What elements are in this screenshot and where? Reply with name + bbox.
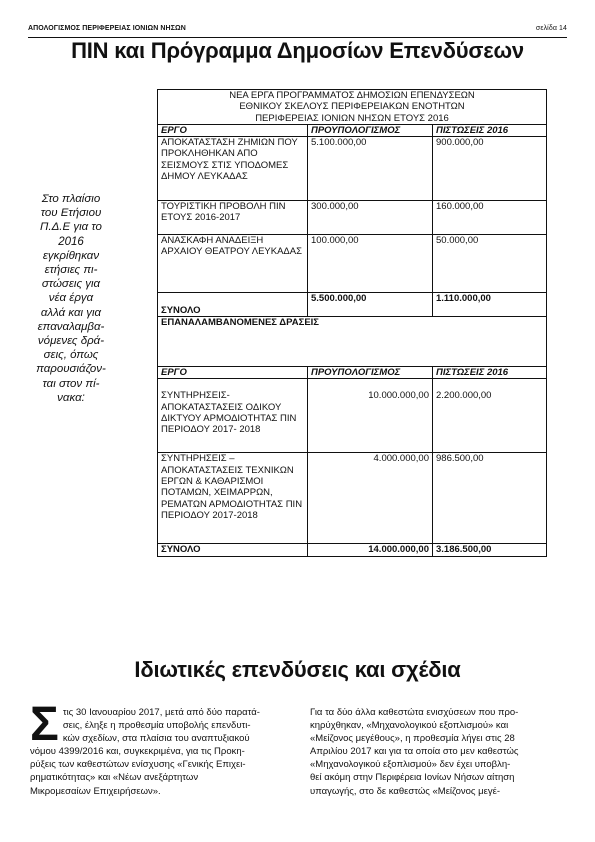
sidebar-line: του Ετήσιου bbox=[40, 207, 102, 220]
recurring-section-title: ΕΠΑΝΑΛΑΜΒΑΝΟΜΕΝΕΣ ΔΡΑΣΕΙΣ bbox=[158, 317, 547, 367]
budget-cell: 100.000,00 bbox=[308, 235, 433, 293]
article-line: Για τα δύο άλλα καθεστώτα ενισχύσεων που προ- bbox=[310, 707, 519, 718]
credits-cell: 160.000,00 bbox=[433, 201, 547, 235]
table-total-row bbox=[158, 544, 547, 556]
header-publication-title: ΑΠΟΛΟΓΙΣΜΟΣ ΠΕΡΙΦΕΡΕΙΑΣ ΙΟΝΙΩΝ ΝΗΣΩΝ bbox=[28, 25, 186, 32]
sidebar-line: ετήσιες πι- bbox=[44, 264, 98, 277]
budget-cell: 10.000.000,00 bbox=[308, 379, 433, 453]
total-label: ΣΥΝΟΛΟ bbox=[158, 544, 308, 556]
table-header-row bbox=[158, 367, 547, 379]
sidebar-line: σεις, όπως bbox=[43, 349, 99, 362]
table-row bbox=[158, 379, 547, 453]
project-cell: ΑΠΟΚΑΤΑΣΤΑΣΗ ΖΗΜΙΩΝ ΠΟΥ ΠΡΟΚΛΗΘΗΚΑΝ ΑΠΟ ΣΕΙΣΜΟΥΣ ΣΤΙΣ ΥΠΟΔΟΜΕΣ ΔΗΜΟΥ ΛΕΥΚΑΔΑΣ bbox=[158, 137, 308, 201]
sidebar-line: επαναλαμβα- bbox=[37, 320, 105, 333]
table-caption-line: ΠΕΡΙΦΕΡΕΙΑΣ ΙΟΝΙΩΝ ΝΗΣΩΝ ΕΤΟΥΣ 2016 bbox=[255, 112, 449, 124]
sidebar-line: ται στον πί- bbox=[42, 377, 100, 390]
column-header-credits: ΠΙΣΤΩΣΕΙΣ 2016 bbox=[433, 124, 547, 136]
article-line: θεί ακόμη στην Περιφέρεια Ιονίων Νήσων αίτηση bbox=[310, 772, 515, 784]
table-caption-line: ΕΘΝΙΚΟΥ ΣΚΕΛΟΥΣ ΠΕΡΙΦΕΡΕΙΑΚΩΝ ΕΝΟΤΗΤΩΝ bbox=[239, 101, 465, 113]
credits-cell: 986.500,00 bbox=[433, 453, 547, 544]
article-column-left bbox=[30, 698, 288, 798]
article-line: τις 30 Ιανουαρίου 2017, μετά από δύο παρατά- bbox=[62, 707, 260, 718]
table-row bbox=[158, 235, 547, 293]
total-label: ΣΥΝΟΛΟ bbox=[158, 293, 308, 317]
table-total-row bbox=[158, 293, 547, 317]
page-title: ΠΙΝ και Πρόγραμμα Δημοσίων Επενδύσεων bbox=[71, 38, 524, 63]
article-line: σεις, έληξε η προθεσμία υποβολής επενδυτι- bbox=[62, 720, 251, 732]
budget-cell: 300.000,00 bbox=[308, 201, 433, 235]
sidebar-line: στώσεις για bbox=[41, 278, 101, 291]
section-title: Ιδιωτικές επενδύσεις και σχέδια bbox=[134, 657, 461, 682]
project-cell: ΣΥΝΤΗΡΗΣΕΙΣ – ΑΠΟΚΑΤΑΣΤΑΣΕΙΣ ΤΕΧΝΙΚΩΝ ΕΡΓΩΝ & ΚΑΘΑΡΙΣΜΟΙ ΠΟΤΑΜΩΝ, ΧΕΙΜΑΡΡΩΝ, ΡΕΜΑΤΩΝ ΑΡΜΟΔΙΟΤΗΤΑΣ ΠΙΝ ΠΕΡΙΟΔΟΥ 2017-2018 bbox=[158, 453, 308, 544]
article-line: υπαγωγής, στο δε καθεστώς «Μείζονος μεγέ- bbox=[310, 785, 500, 797]
page-header bbox=[28, 25, 567, 37]
budget-cell: 4.000.000,00 bbox=[308, 453, 433, 544]
table-header-row bbox=[158, 124, 547, 136]
total-credits: 3.186.500,00 bbox=[433, 544, 547, 556]
project-cell: ΑΝΑΣΚΑΦΗ ΑΝΑΔΕΙΞΗ ΑΡΧΑΙΟΥ ΘΕΑΤΡΟΥ ΛΕΥΚΑΔΑΣ bbox=[158, 235, 308, 293]
article-line: κών σχεδίων, στα πλαίσια του αναπτυξιακού bbox=[62, 733, 250, 745]
table-row bbox=[158, 453, 547, 544]
column-header-project: ΕΡΓΟ bbox=[158, 367, 308, 379]
sidebar-line: νόμενες δρά- bbox=[37, 335, 105, 348]
column-header-budget: ΠΡΟΥΠΟΛΟΓΙΣΜΟΣ bbox=[308, 367, 433, 379]
article-line: ρηματικότητας» και «Νέων ανεξάρτητων bbox=[30, 772, 199, 784]
table-caption-row bbox=[158, 90, 547, 125]
sidebar-line: παρουσιάζον- bbox=[36, 363, 106, 376]
table-row bbox=[158, 201, 547, 235]
budget-cell: 5.100.000,00 bbox=[308, 137, 433, 201]
sidebar-line: Στο πλαίσιο bbox=[41, 193, 101, 205]
section-title-row bbox=[158, 317, 547, 367]
investment-table bbox=[157, 89, 547, 557]
sidebar-note bbox=[30, 192, 112, 405]
article-line: «Μείζονος μεγέθους», η προθεσμία λήγει στις 28 bbox=[310, 733, 515, 745]
sidebar-line: 2016 bbox=[58, 235, 84, 248]
article-line: ρύξεις των καθεστώτων ενίσχυσης «Γενικής Επιχει- bbox=[30, 759, 246, 771]
sidebar-line: νέα έργα bbox=[48, 292, 94, 305]
sidebar-line: αλλά και για bbox=[40, 306, 102, 319]
article-line: κηρύχθηκαν, «Μηχανολογικού εξοπλισμού» και bbox=[310, 720, 509, 732]
article-line: Μικρομεσαίων Επιχειρήσεων». bbox=[30, 785, 161, 797]
article-line: Απριλίου 2017 και για τα οποία στο μεν καθεστώς bbox=[310, 746, 519, 758]
column-header-project: ΕΡΓΟ bbox=[158, 124, 308, 136]
table-caption-line: ΝΕΑ ΕΡΓΑ ΠΡΟΓΡΑΜΜΑΤΟΣ ΔΗΜΟΣΙΩΝ ΕΠΕΝΔΥΣΕΩΝ bbox=[229, 90, 475, 101]
article-column-right bbox=[310, 706, 568, 798]
article-line: «Μηχανολογικού εξοπλισμού» δεν έχει υποβλη- bbox=[310, 759, 511, 771]
credits-cell: 50.000,00 bbox=[433, 235, 547, 293]
drop-cap: Σ bbox=[30, 698, 59, 751]
table-row bbox=[158, 137, 547, 201]
sidebar-line: Π.Δ.Ε για το bbox=[40, 221, 102, 234]
total-budget: 5.500.000,00 bbox=[308, 293, 433, 317]
header-page-number: σελίδα 14 bbox=[535, 25, 567, 32]
column-header-credits: ΠΙΣΤΩΣΕΙΣ 2016 bbox=[433, 367, 547, 379]
credits-cell: 900.000,00 bbox=[433, 137, 547, 201]
article-line: νόμου 4399/2016 και, συγκεκριμένα, για τις Προκη- bbox=[30, 746, 245, 758]
credits-cell: 2.200.000,00 bbox=[433, 379, 547, 453]
project-cell: ΤΟΥΡΙΣΤΙΚΗ ΠΡΟΒΟΛΗ ΠΙΝ ΕΤΟΥΣ 2016-2017 bbox=[158, 201, 308, 235]
total-budget: 14.000.000,00 bbox=[308, 544, 433, 556]
project-cell: ΣΥΝΤΗΡΗΣΕΙΣ-ΑΠΟΚΑΤΑΣΤΑΣΕΙΣ ΟΔΙΚΟΥ ΔΙΚΤΥΟΥ ΑΡΜΟΔΙΟΤΗΤΑΣ ΠΙΝ ΠΕΡΙΟΔΟΥ 2017- 2018 bbox=[158, 379, 308, 453]
total-credits: 1.110.000,00 bbox=[433, 293, 547, 317]
table-caption bbox=[158, 90, 547, 125]
sidebar-line: εγκρίθηκαν bbox=[42, 249, 100, 262]
column-header-budget: ΠΡΟΥΠΟΛΟΓΙΣΜΟΣ bbox=[308, 124, 433, 136]
sidebar-line: νακα: bbox=[57, 391, 85, 404]
